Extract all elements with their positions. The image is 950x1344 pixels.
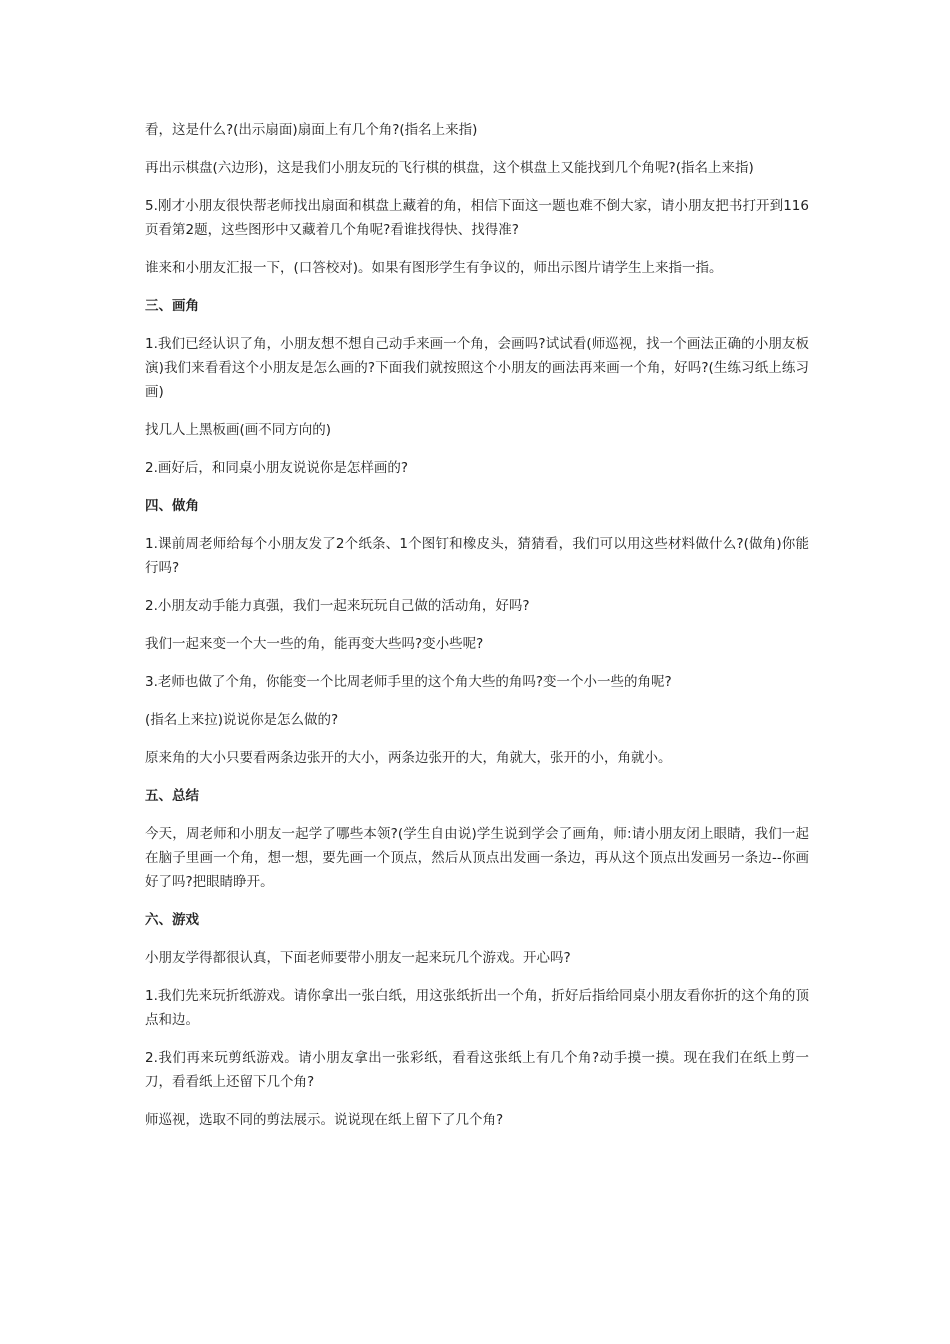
section-heading-draw-angle: 三、画角 xyxy=(145,298,199,314)
section-heading-summary: 五、总结 xyxy=(145,788,199,804)
paragraph-make-angle-3: 3.老师也做了个角，你能变一个比周老师手里的这个角大些的角吗?变一个小一些的角呢? xyxy=(145,674,672,690)
paragraph-blackboard-drawing: 找几人上黑板画(画不同方向的) xyxy=(145,422,332,438)
paragraph-make-angle-1: 1.课前周老师给每个小朋友发了2个纸条、1个图钉和橡皮头，猜猜看，我们可以用这些材料做什么?(做角)你能行吗? xyxy=(145,536,809,576)
paragraph-explain-making: (指名上来拉)说说你是怎么做的? xyxy=(145,712,339,728)
paragraph-fan-question: 看，这是什么?(出示扇面)扇面上有几个角?(指名上来指) xyxy=(145,122,478,138)
paragraph-chessboard-question: 再出示棋盘(六边形)，这是我们小朋友玩的飞行棋的棋盘，这个棋盘上又能找到几个角呢?(指名上来指) xyxy=(145,160,754,176)
paragraph-textbook-exercise: 5.刚才小朋友很快帮老师找出扇面和棋盘上藏着的角，相信下面这一题也难不倒大家，请小朋友把书打开到116页看第2题，这些图形中又藏着几个角呢?看谁找得快、找得准? xyxy=(145,198,809,238)
paragraph-cutting-showcase: 师巡视，选取不同的剪法展示。说说现在纸上留下了几个角? xyxy=(145,1112,504,1128)
paragraph-make-angle-bigger: 我们一起来变一个大一些的角，能再变大些吗?变小些呢? xyxy=(145,636,484,652)
section-heading-game: 六、游戏 xyxy=(145,912,199,928)
paragraph-report: 谁来和小朋友汇报一下，(口答校对)。如果有图形学生有争议的，师出示图片请学生上来指一指。 xyxy=(145,260,723,276)
paragraph-draw-angle-2: 2.画好后，和同桌小朋友说说你是怎样画的? xyxy=(145,460,409,476)
paragraph-cutting-game: 2.我们再来玩剪纸游戏。请小朋友拿出一张彩纸，看看这张纸上有几个角?动手摸一摸。现在我们在纸上剪一刀，看看纸上还留下几个角? xyxy=(145,1050,809,1090)
paragraph-make-angle-2: 2.小朋友动手能力真强，我们一起来玩玩自己做的活动角，好吗? xyxy=(145,598,530,614)
document-body xyxy=(145,118,809,1146)
section-heading-make-angle: 四、做角 xyxy=(145,498,199,514)
paragraph-game-intro: 小朋友学得都很认真，下面老师要带小朋友一起来玩几个游戏。开心吗? xyxy=(145,950,571,966)
paragraph-angle-size-rule: 原来角的大小只要看两条边张开的大小，两条边张开的大，角就大，张开的小，角就小。 xyxy=(145,750,672,766)
paragraph-summary: 今天，周老师和小朋友一起学了哪些本领?(学生自由说)学生说到学会了画角，师:请小朋友闭上眼睛，我们一起在脑子里画一个角，想一想，要先画一个顶点，然后从顶点出发画一条边，再从这个顶点出发画另一条边--你画好了吗?把眼睛睁开。 xyxy=(145,826,809,890)
paragraph-draw-angle-1: 1.我们已经认识了角，小朋友想不想自己动手来画一个角，会画吗?试试看(师巡视，找一个画法正确的小朋友板演)我们来看看这个小朋友是怎么画的?下面我们就按照这个小朋友的画法再来画一个角，好吗?(生练习纸上练习画) xyxy=(145,336,809,400)
paragraph-folding-game: 1.我们先来玩折纸游戏。请你拿出一张白纸，用这张纸折出一个角，折好后指给同桌小朋友看你折的这个角的顶点和边。 xyxy=(145,988,809,1028)
